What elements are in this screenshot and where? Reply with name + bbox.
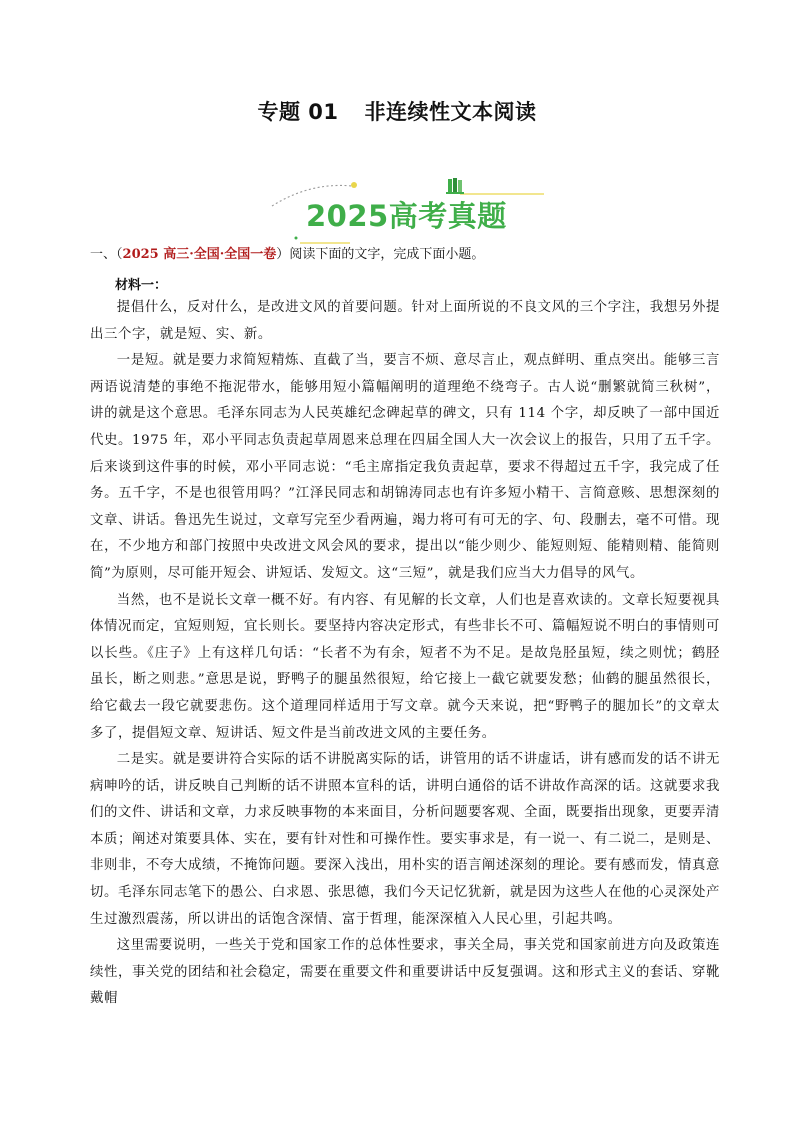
open-paren: （ — [116, 247, 123, 262]
banner-text: 2025高考真题 — [306, 199, 507, 233]
title-main: 非连续性文本阅读 — [364, 100, 537, 124]
green-dot — [295, 237, 298, 240]
close-paren: ） — [276, 247, 290, 262]
paragraph: 这里需要说明，一些关于党和国家工作的总体性要求，事关全局，事关党和国家前进方向及政策连续性，事关党的团结和社会稳定，需要在重要文件和重要讲话中反复强调。这和形式主义的套话、穿靴戴帽 — [90, 938, 720, 1007]
question-header — [90, 243, 484, 262]
material-label: 材料一： — [115, 278, 168, 293]
question-number: 一、 — [90, 247, 117, 262]
document-title — [0, 96, 794, 126]
paragraph: 当然，也不是说长文章一概不好。有内容、有见解的长文章，人们也是喜欢读的。文章长短要视具体情况而定，宜短则短，宜长则长。要坚持内容决定形式，有些非长不可、篇幅短说不明白的事情则可以长些。《庄子》上有这样几句话：“长者不为有余，短者不为不足。是故凫胫虽短，续之则忧；鹤胫虽长，断之则悲。”意思是说，野鸭子的腿虽然很短，给它接上一截它就要发愁；仙鹤的腿虽然很长，给它截去一段它就要悲伤。这个道理同样适用于写文章。就今天来说，把“野鸭子的腿加长”的文章太多了，提倡短文章、短讲话、短文件是当前改进文风的主要任务。 — [90, 592, 720, 741]
paragraph: 一是短。就是要力求简短精炼、直截了当，要言不烦、意尽言止，观点鲜明、重点突出。能够三言两语说清楚的事绝不拖泥带水，能够用短小篇幅阐明的道理绝不绕弯子。古人说“删繁就简三秋树”，讲的就是这个意思。毛泽东同志为人民英雄纪念碑起草的碑文，只有 114 个字，却反映了一部中国近代史。1975 年，邓小平同志负责起草周恩来总理在四届全国人大一次会议上的报告，只用了五千字。后来谈到这件事的时候，邓小平同志说：“毛主席指定我负责起草，要求不得超过五千字，我完成了任务。五千字，不是也很管用吗？”江泽民同志和胡锦涛同志也有许多短小精干、言简意赅、思想深刻的文章、讲话。鲁迅先生说过，文章写完至少看两遍，竭力将可有可无的字、句、段删去，毫不可惜。现在，不少地方和部门按照中央改进文风会风的要求，提出以“能少则少、能短则短、能精则精、能简则简”为原则，尽可能开短会、讲短话、发短文。这“三短”，就是我们应当大力倡导的风气。 — [90, 353, 720, 581]
yellow-dot — [351, 182, 357, 188]
question-source: 2025 高三·全国·全国一卷 — [122, 247, 277, 262]
passage — [90, 295, 720, 1013]
title-prefix: 专题 01 — [257, 100, 339, 124]
exam-banner — [270, 170, 560, 250]
books-icon — [446, 178, 464, 194]
paragraph: 提倡什么，反对什么，是改进文风的首要问题。针对上面所说的不良文风的三个字注，我想另外提出三个字，就是短、实、新。 — [90, 300, 720, 342]
paragraph: 二是实。就是要讲符合实际的话不讲脱离实际的话，讲管用的话不讲虚话，讲有感而发的话不讲无病呻吟的话，讲反映自己判断的话不讲照本宣科的话，讲明白通俗的话不讲故作高深的话。这就要求我们的文件、讲话和文章，力求反映事物的本来面目，分析问题要客观、全面，既要指出现象，更要弄清本质；阐述对策要具体、实在，要有针对性和可操作性。要实事求是，有一说一、有二说二，是则是、非则非，不夸大成绩，不掩饰问题。要深入浅出，用朴实的语言阐述深刻的理论。要有感而发，情真意切。毛泽东同志笔下的愚公、白求恩、张思德，我们今天记忆犹新，就是因为这些人在他的心灵深处产生过激烈震荡，所以讲出的话饱含深情、富于哲理，能深深植入人民心里，引起共鸣。 — [90, 752, 720, 927]
question-instruction: 阅读下面的文字，完成下面小题。 — [289, 247, 485, 262]
